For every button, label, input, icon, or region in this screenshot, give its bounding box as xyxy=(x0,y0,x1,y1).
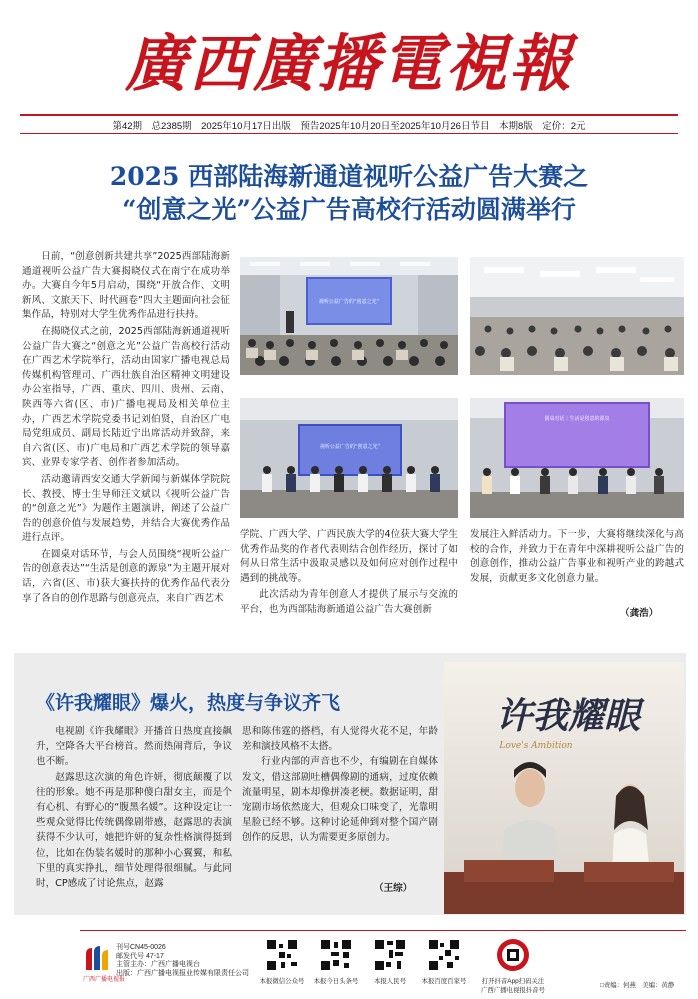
footer-logo-text: 广西广播电视报 xyxy=(82,977,125,983)
info-line: 邮发代号 47-17 xyxy=(116,952,164,960)
main-headline xyxy=(20,160,678,226)
info-line: 刊号CN45-0026 xyxy=(116,944,166,951)
poster-title: 许我耀眼 xyxy=(495,695,641,737)
article-author: （龚浩） xyxy=(620,608,659,619)
qr-label: 打开抖音App扫码关注 xyxy=(481,978,545,985)
douyin-badge-icon xyxy=(496,938,530,972)
paragraph: 思和陈伟霆的搭档，有人觉得火花不足，年龄差和演技风格不太搭。 xyxy=(242,726,438,753)
qr-baidu[interactable] xyxy=(420,938,468,985)
paragraph: 此次活动为青年创意人才提供了展示与交流的平台，也为西部陆海新通道公益广告大赛创新 xyxy=(240,589,458,614)
screen-text: 圆桌对话｜生活是创意的源泉 xyxy=(544,416,610,422)
qr-code-icon xyxy=(265,938,299,972)
feature-column-2 xyxy=(242,724,438,879)
feature-author: （王综） xyxy=(374,883,413,894)
qr-toutiao[interactable] xyxy=(312,938,360,985)
paragraph: 赵露思这次演的角色许妍，彻底颠覆了以往的形象。她不再是那种傻白甜女主，而是个有心机、有野心的“腹黑名媛”。这种设定让一些观众觉得比传统偶像剧带感，赵露思的表演获得不少认可，她把许妍的复杂性格演得挺到位，比如在伪装名媛时的那种小心翼翼，和私下里的真实挣扎，细节处理得很细腻。与此同时，CP感成了讨论焦点，赵露 xyxy=(36,771,232,890)
publication-info xyxy=(116,944,252,978)
qr-label: 本报微信公众号 xyxy=(259,978,305,985)
photo-lecture-stage xyxy=(240,257,458,375)
photo-auditorium-audience xyxy=(470,257,684,375)
editor-credit: □责编：何燕 美编：黄静 xyxy=(600,982,675,989)
paragraph: 活动邀请西安交通大学新闻与新媒体学院院长、教授、博士生导师汪文斌以《视听公益广告的“创意之光”》为题作主题演讲，阐述了公益广告的创意价值与发展趋势，并结合大赛优秀作品进行点评。 xyxy=(22,473,230,544)
photo-roundtable-dialog xyxy=(470,398,684,518)
qr-label: 本报今日头条号 xyxy=(313,978,359,985)
qr-label: 广西广播电视报抖音号 xyxy=(481,987,545,994)
photo-panel-discussion xyxy=(240,398,458,518)
qr-code-icon xyxy=(319,938,353,972)
masthead xyxy=(0,0,698,112)
broadcast-logo-icon xyxy=(80,944,110,974)
qr-wechat[interactable] xyxy=(258,938,306,985)
info-line: 出版：广西广播电视报业传媒有限责任公司 xyxy=(116,969,249,977)
paragraph: 在圆桌对话环节，与会人员围绕“视听公益广告的创意表达”“生活是创意的源泉”为主题开展对话，六省(区、市)获大赛扶持的优秀作品代表分享了各自的创作思路与创意亮点，来自广西艺术 xyxy=(22,548,230,604)
feature-title: 《许我耀眼》爆火，热度与争议齐飞 xyxy=(36,692,341,714)
paragraph: 行业内部的声音也不少，有编剧在自媒体发文，借这部剧吐槽偶像剧的通病，过度依赖流量明星，剧本却像拼凑老梗。数据证明，甜宠剧市场依然庞大，但观众口味变了，光靠明星脸已经不够。这种讨论延伸到对整个国产剧创作的反思，认为需要更多原创力。 xyxy=(242,756,438,844)
feature-column-1 xyxy=(36,724,232,900)
screen-text: 视听公益广告的“创意之光” xyxy=(318,299,380,305)
screen-text: 视听公益广告的“创意之光” xyxy=(319,444,381,450)
poster-subtitle: Love's Ambition xyxy=(499,741,573,751)
douyin-qr[interactable] xyxy=(480,938,546,994)
drama-poster xyxy=(444,662,684,914)
paragraph: 学院、广西大学、广西民族大学的4位获大赛大学生优秀作品奖的作者代表则结合创作经历，探讨了如何从日常生活中汲取灵感以及如何应对创作过程中遇到的挑战等。 xyxy=(240,529,458,584)
qr-renmin[interactable] xyxy=(366,938,414,985)
article-column-3 xyxy=(470,528,684,598)
info-line: 主管主办：广西广播电视台 xyxy=(116,961,200,969)
paragraph: 日前，“创意创新共建共享”2025西部陆海新通道视听公益广告大赛揭晓仪式在南宁在成功举办。大赛自今年5月启动，围绕“开放合作、文明新风、文旅天下、时代画卷”四大主题面向社会征集作品，特别对大学生优秀作品进行扶持。 xyxy=(22,251,230,321)
article-column-2 xyxy=(240,528,458,614)
headline-line-2: “创意之光”公益广告高校行活动圆满举行 xyxy=(122,195,576,224)
article-column-1 xyxy=(22,250,230,610)
qr-label: 本报百度百家号 xyxy=(421,978,467,985)
paragraph: 在揭晓仪式之前，2025西部陆海新通道视听公益广告大赛之“创意之光”公益广告高校行活动在广西艺术学院举行，活动由国家广播电视总局传媒机构管理司、广西壮族自治区精神文明建设办公室指导，广西、重庆、四川、贵州、云南、陕西等六省(区、市)广播电视局及相关单位主办，广西艺术学院党委书记刘伯贤，自治区广电局党组成员、副局长陆近宁出席活动并致辞，来自六省(区、市)广电局和广西艺术学院的领导嘉宾、业界专家学者、创作者参加活动。 xyxy=(22,325,230,469)
qr-code-icon xyxy=(373,938,407,972)
qr-label: 本报人民号 xyxy=(374,978,406,985)
paragraph: 电视剧《许我耀眼》开播首日热度直接飙升，空降各大平台榜首。然而热闹背后，争议也不断。 xyxy=(36,726,232,768)
headline-line-1: 2025 西部陆海新通道视听公益广告大赛之 xyxy=(109,162,589,191)
paragraph: 发展注入鲜活动力。下一步，大赛将继续深化与高校的合作，并致力于在青年中深耕视听公益广告的创意创作，推动公益广告事业和视听产业的跨越式发展，贡献更多文化创意力量。 xyxy=(470,529,684,584)
footer-rule xyxy=(80,930,686,931)
newspaper-title: 廣西廣播電視報 xyxy=(124,27,573,100)
qr-code-icon xyxy=(427,938,461,972)
issue-info-bar: 第42期 总2385期 2025年10月17日出版 预告2025年10月20日至2025年10月26日节目 本期8版 定价：2元 xyxy=(20,114,678,134)
